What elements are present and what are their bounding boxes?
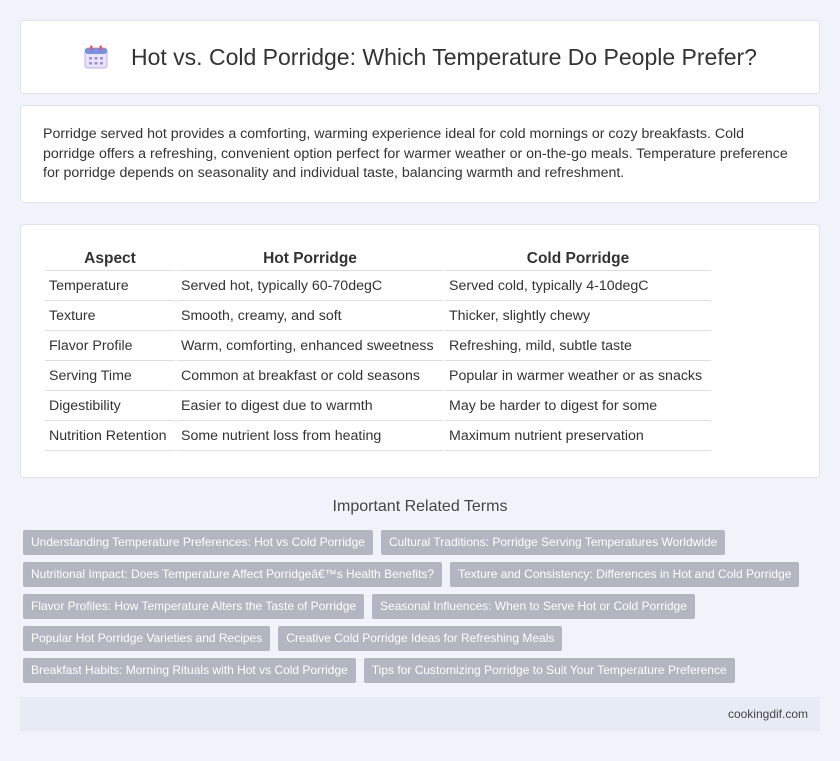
table-cell: Nutrition Retention bbox=[45, 423, 175, 451]
tag-row bbox=[23, 626, 823, 651]
tag-row bbox=[23, 658, 823, 683]
comparison-table bbox=[43, 245, 713, 453]
table-cell: Smooth, creamy, and soft bbox=[177, 303, 443, 331]
related-term-link[interactable]: Breakfast Habits: Morning Rituals with Hot vs Cold Porridge bbox=[23, 658, 356, 683]
table-cell: Texture bbox=[45, 303, 175, 331]
related-term-link[interactable]: Tips for Customizing Porridge to Suit Your Temperature Preference bbox=[364, 658, 735, 683]
table-cell: Serving Time bbox=[45, 363, 175, 391]
table-cell: Served cold, typically 4-10degC bbox=[445, 273, 711, 301]
table-cell: Flavor Profile bbox=[45, 333, 175, 361]
table-cell: Popular in warmer weather or as snacks bbox=[445, 363, 711, 391]
table-row bbox=[45, 333, 711, 361]
table-cell: Some nutrient loss from heating bbox=[177, 423, 443, 451]
table-cell: Maximum nutrient preservation bbox=[445, 423, 711, 451]
table-cell: Easier to digest due to warmth bbox=[177, 393, 443, 421]
table-cell: Warm, comforting, enhanced sweetness bbox=[177, 333, 443, 361]
related-term-link[interactable]: Creative Cold Porridge Ideas for Refreshing Meals bbox=[278, 626, 562, 651]
table-cell: Digestibility bbox=[45, 393, 175, 421]
header-hot: Hot Porridge bbox=[177, 247, 443, 271]
table-row bbox=[45, 393, 711, 421]
table-row bbox=[45, 363, 711, 391]
table-row bbox=[45, 303, 711, 331]
intro-text: Porridge served hot provides a comforting, warming experience ideal for cold mornings or cozy breakfasts. Cold porridge offers a refreshing, convenient option perfect for warmer weather or on-the-go meals. Temperature preference for porridge depends on seasonality and individual taste, balancing warmth and refreshment. bbox=[43, 126, 788, 181]
related-term-link[interactable]: Understanding Temperature Preferences: Hot vs Cold Porridge bbox=[23, 530, 373, 555]
intro-card bbox=[20, 105, 820, 203]
related-terms-title: Important Related Terms bbox=[332, 498, 508, 515]
tag-row bbox=[23, 530, 823, 555]
title-card bbox=[20, 20, 820, 94]
related-term-link[interactable]: Popular Hot Porridge Varieties and Recipes bbox=[23, 626, 270, 651]
comparison-card bbox=[20, 224, 820, 478]
related-term-link[interactable]: Texture and Consistency: Differences in Hot and Cold Porridge bbox=[450, 562, 799, 587]
table-cell: Thicker, slightly chewy bbox=[445, 303, 711, 331]
calendar-icon bbox=[83, 44, 109, 70]
table-cell: Temperature bbox=[45, 273, 175, 301]
table-row bbox=[45, 423, 711, 451]
header-cold: Cold Porridge bbox=[445, 247, 711, 271]
table-cell: Served hot, typically 60-70degC bbox=[177, 273, 443, 301]
page-title: Hot vs. Cold Porridge: Which Temperature Do People Prefer? bbox=[131, 43, 757, 70]
table-header-row bbox=[45, 247, 711, 271]
related-term-link[interactable]: Cultural Traditions: Porridge Serving Temperatures Worldwide bbox=[381, 530, 725, 555]
table-cell: Refreshing, mild, subtle taste bbox=[445, 333, 711, 361]
tag-row bbox=[23, 594, 823, 619]
header-aspect: Aspect bbox=[45, 247, 175, 271]
related-terms-list bbox=[23, 530, 823, 690]
tag-row bbox=[23, 562, 823, 587]
table-row bbox=[45, 273, 711, 301]
related-term-link[interactable]: Seasonal Influences: When to Serve Hot or Cold Porridge bbox=[372, 594, 695, 619]
table-cell: Common at breakfast or cold seasons bbox=[177, 363, 443, 391]
footer bbox=[20, 697, 820, 731]
related-term-link[interactable]: Nutritional Impact: Does Temperature Affect Porridgeâ€™s Health Benefits? bbox=[23, 562, 442, 587]
site-name[interactable]: cookingdif.com bbox=[727, 707, 808, 721]
table-cell: May be harder to digest for some bbox=[445, 393, 711, 421]
related-term-link[interactable]: Flavor Profiles: How Temperature Alters the Taste of Porridge bbox=[23, 594, 364, 619]
